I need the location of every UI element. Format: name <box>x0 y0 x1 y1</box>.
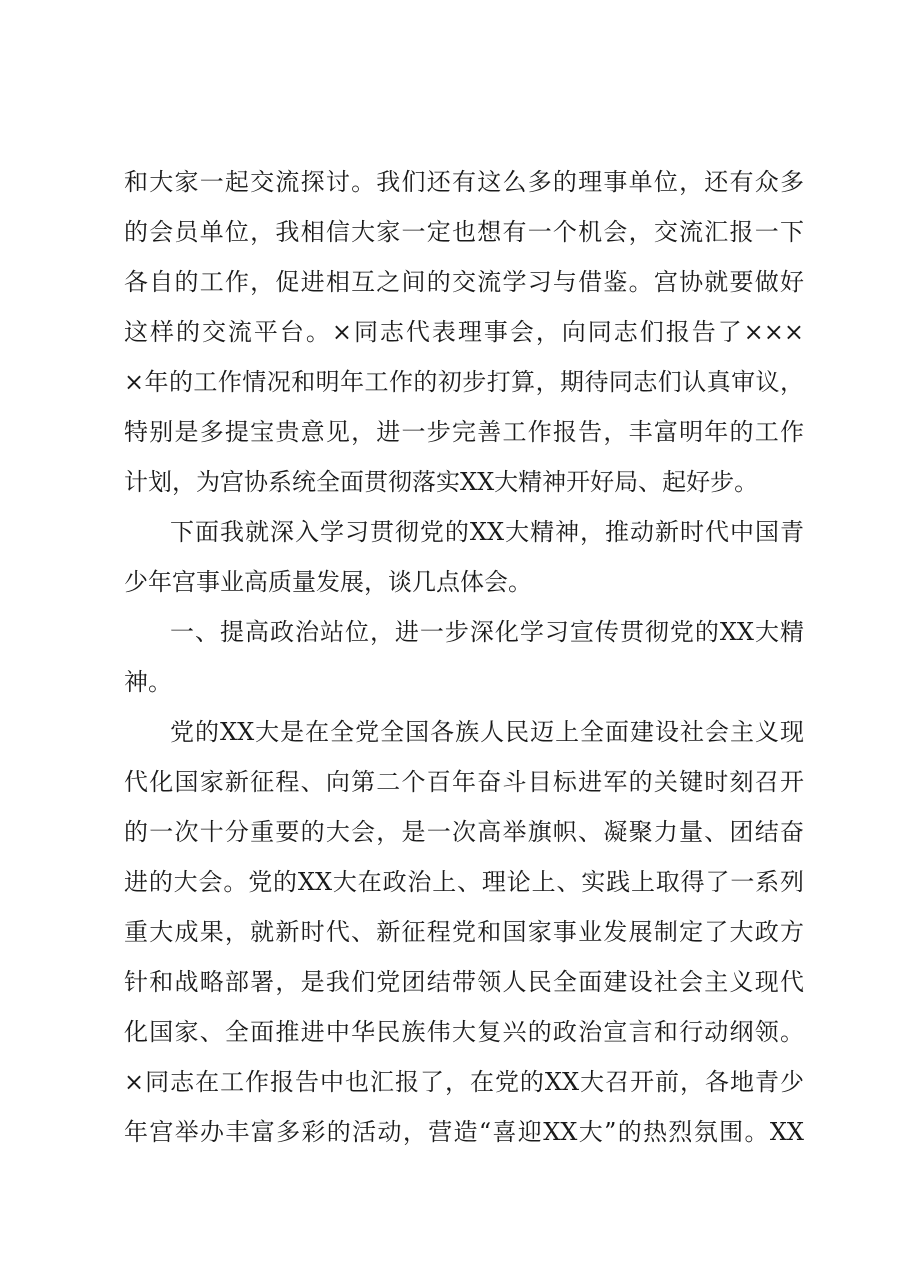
text-line: 针和战略部署，是我们党团结带领人民全面建设社会主义现代 <box>124 968 804 996</box>
text-line: 重大成果，就新时代、新征程党和国家事业发展制定了大政方 <box>124 918 804 946</box>
text-line: 进的大会。党的XX大在政治上、理论上、实践上取得了一系列 <box>124 868 804 896</box>
text-line: 的会员单位，我相信大家一定也想有一个机会，交流汇报一下 <box>124 218 804 246</box>
text-line: 代化国家新征程、向第二个百年奋斗目标进军的关键时刻召开 <box>124 768 804 796</box>
text-line: 化国家、全面推进中华民族伟大复兴的政治宣言和行动纲领。 <box>124 1018 804 1046</box>
text-line: 的一次十分重要的大会，是一次高举旗帜、凝聚力量、团结奋 <box>124 818 804 846</box>
text-line: 各自的工作，促进相互之间的交流学习与借鉴。宫协就要做好 <box>124 268 804 296</box>
text-line: 少年宫事业高质量发展，谈几点体会。 <box>124 568 532 596</box>
text-line: 党的XX大是在全党全国各族人民迈上全面建设社会主义现 <box>170 718 804 746</box>
text-line: ×年的工作情况和明年工作的初步打算，期待同志们认真审议， <box>124 368 804 396</box>
text-line: 特别是多提宝贵意见，进一步完善工作报告，丰富明年的工作 <box>124 418 804 446</box>
section-heading: 一、提高政治站位，进一步深化学习宣传贯彻党的XX大精 <box>170 618 804 646</box>
text-line: 计划，为宫协系统全面贯彻落实XX大精神开好局、起好步。 <box>124 468 759 496</box>
text-line: 和大家一起交流探讨。我们还有这么多的理事单位，还有众多 <box>124 168 804 196</box>
section-heading-continued: 神。 <box>124 668 172 696</box>
text-line: ×同志在工作报告中也汇报了，在党的XX大召开前，各地青少 <box>124 1068 804 1096</box>
text-line: 下面我就深入学习贯彻党的XX大精神，推动新时代中国青 <box>170 518 804 546</box>
text-line: 这样的交流平台。×同志代表理事会，向同志们报告了××× <box>124 318 804 346</box>
text-line: 年宫举办丰富多彩的活动，营造“喜迎XX大”的热烈氛围。XX <box>124 1118 804 1146</box>
